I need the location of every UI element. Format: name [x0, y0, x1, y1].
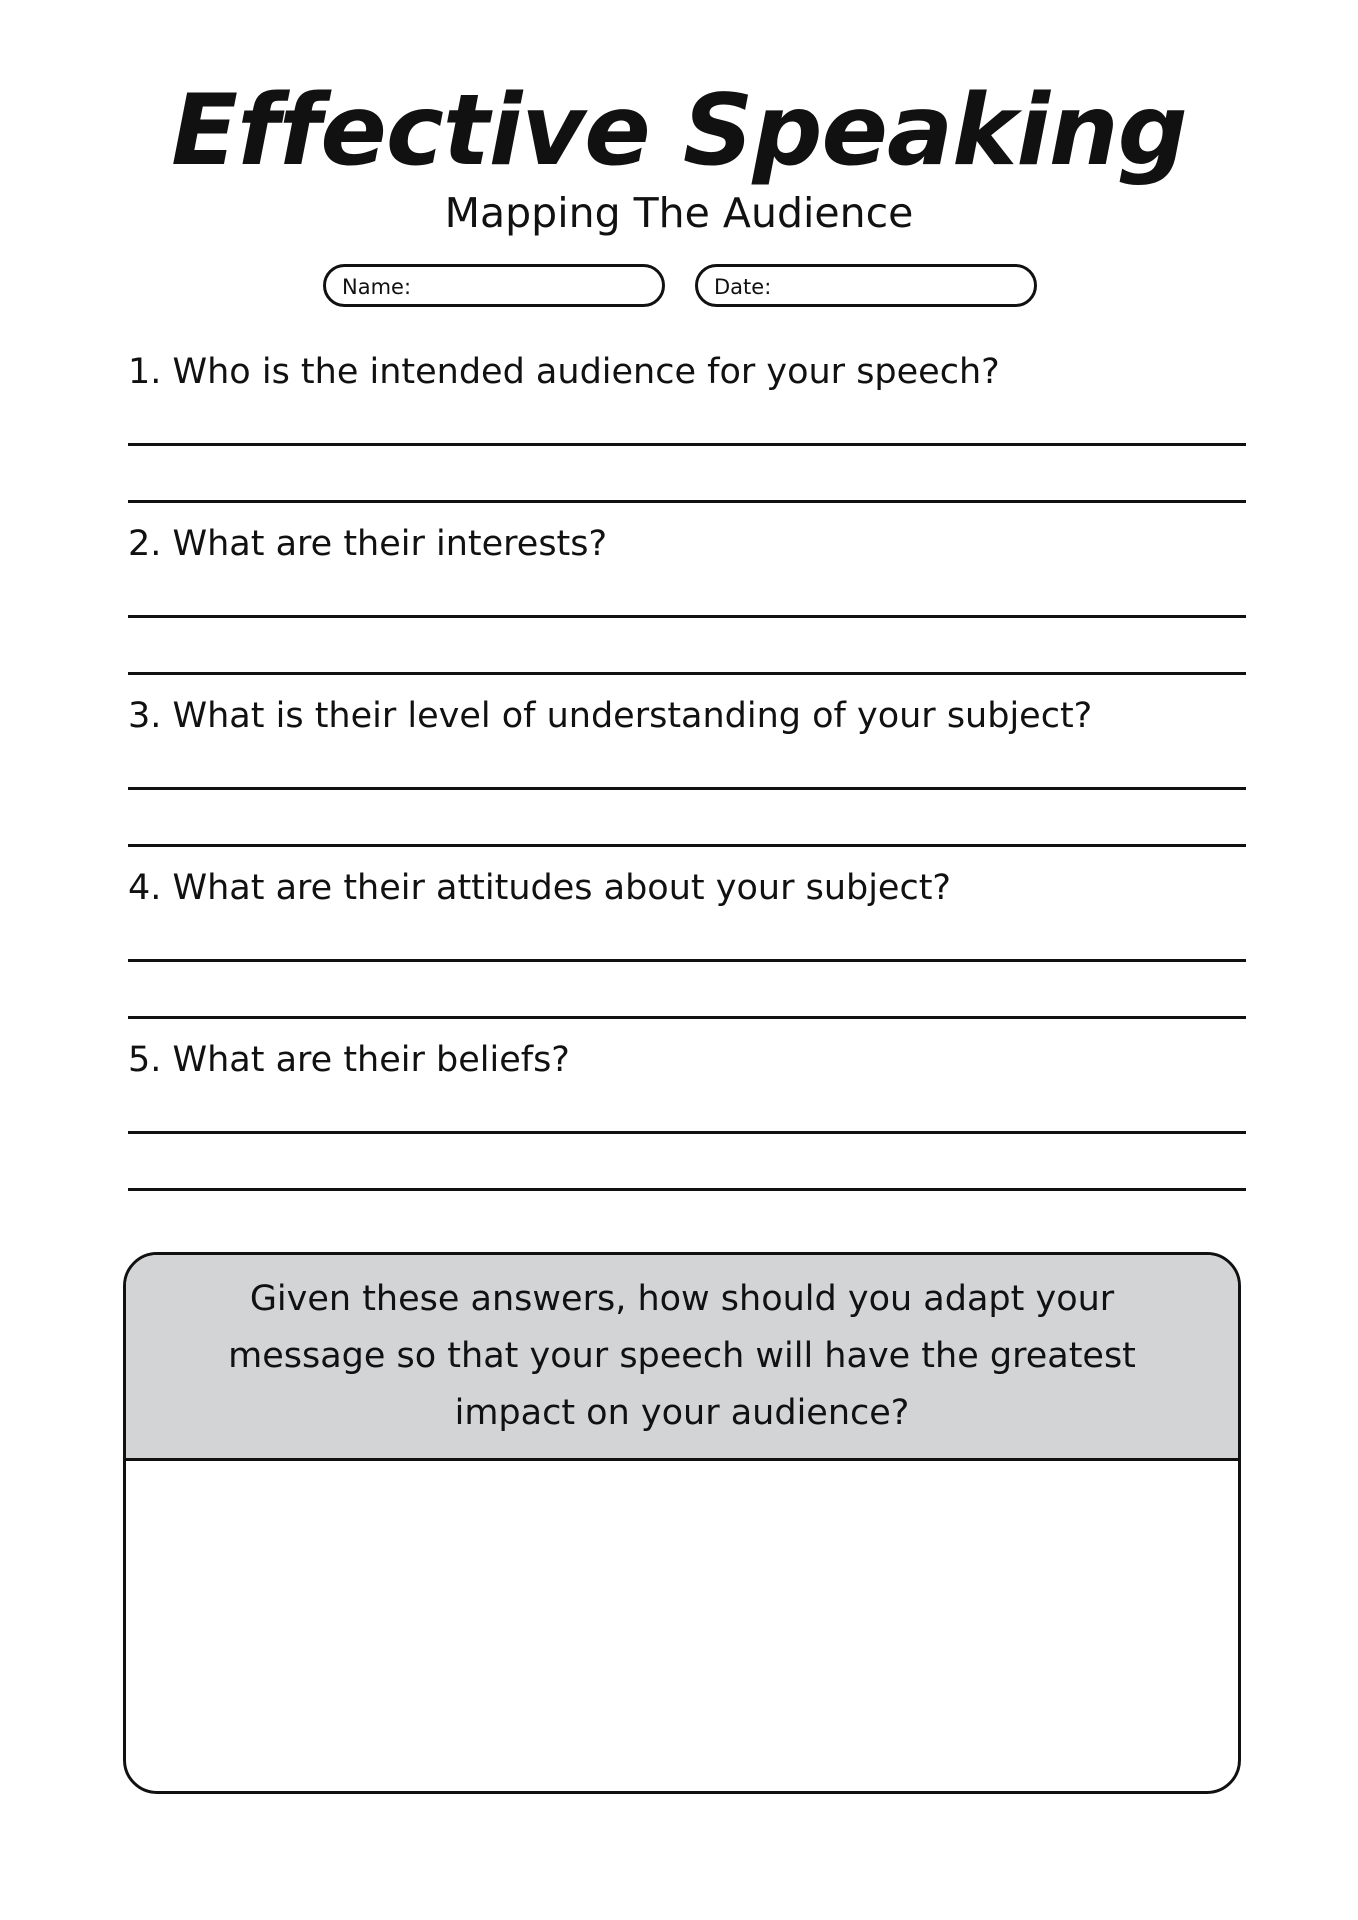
question-5: 5. What are their beliefs? [128, 1040, 570, 1080]
question-4: 4. What are their attitudes about your subject? [128, 868, 952, 908]
answer-line[interactable] [128, 1188, 1246, 1191]
worksheet-subtitle: Mapping The Audience [444, 189, 914, 237]
reflection-header [126, 1255, 1238, 1461]
reflection-answer-area[interactable] [126, 1461, 1238, 1791]
date-field[interactable] [695, 264, 1037, 307]
question-2: 2. What are their interests? [128, 524, 608, 564]
date-field-label: Date: [714, 275, 772, 299]
answer-line[interactable] [128, 1131, 1246, 1134]
reflection-prompt: Given these answers, how should you adapt your message so that your speech will have the greatest impact on your audience? [228, 1279, 1136, 1433]
question-3: 3. What is their level of understanding of your subject? [128, 696, 1093, 736]
answer-line[interactable] [128, 500, 1246, 503]
answer-line[interactable] [128, 1016, 1246, 1019]
worksheet-title: Effective Speaking [171, 74, 1187, 188]
reflection-box [123, 1252, 1241, 1794]
answer-line[interactable] [128, 443, 1246, 446]
question-1: 1. Who is the intended audience for your speech? [128, 352, 1000, 392]
answer-line[interactable] [128, 844, 1246, 847]
answer-line[interactable] [128, 615, 1246, 618]
answer-line[interactable] [128, 959, 1246, 962]
name-field-label: Name: [342, 275, 412, 299]
name-field[interactable] [323, 264, 665, 307]
answer-line[interactable] [128, 787, 1246, 790]
answer-line[interactable] [128, 672, 1246, 675]
